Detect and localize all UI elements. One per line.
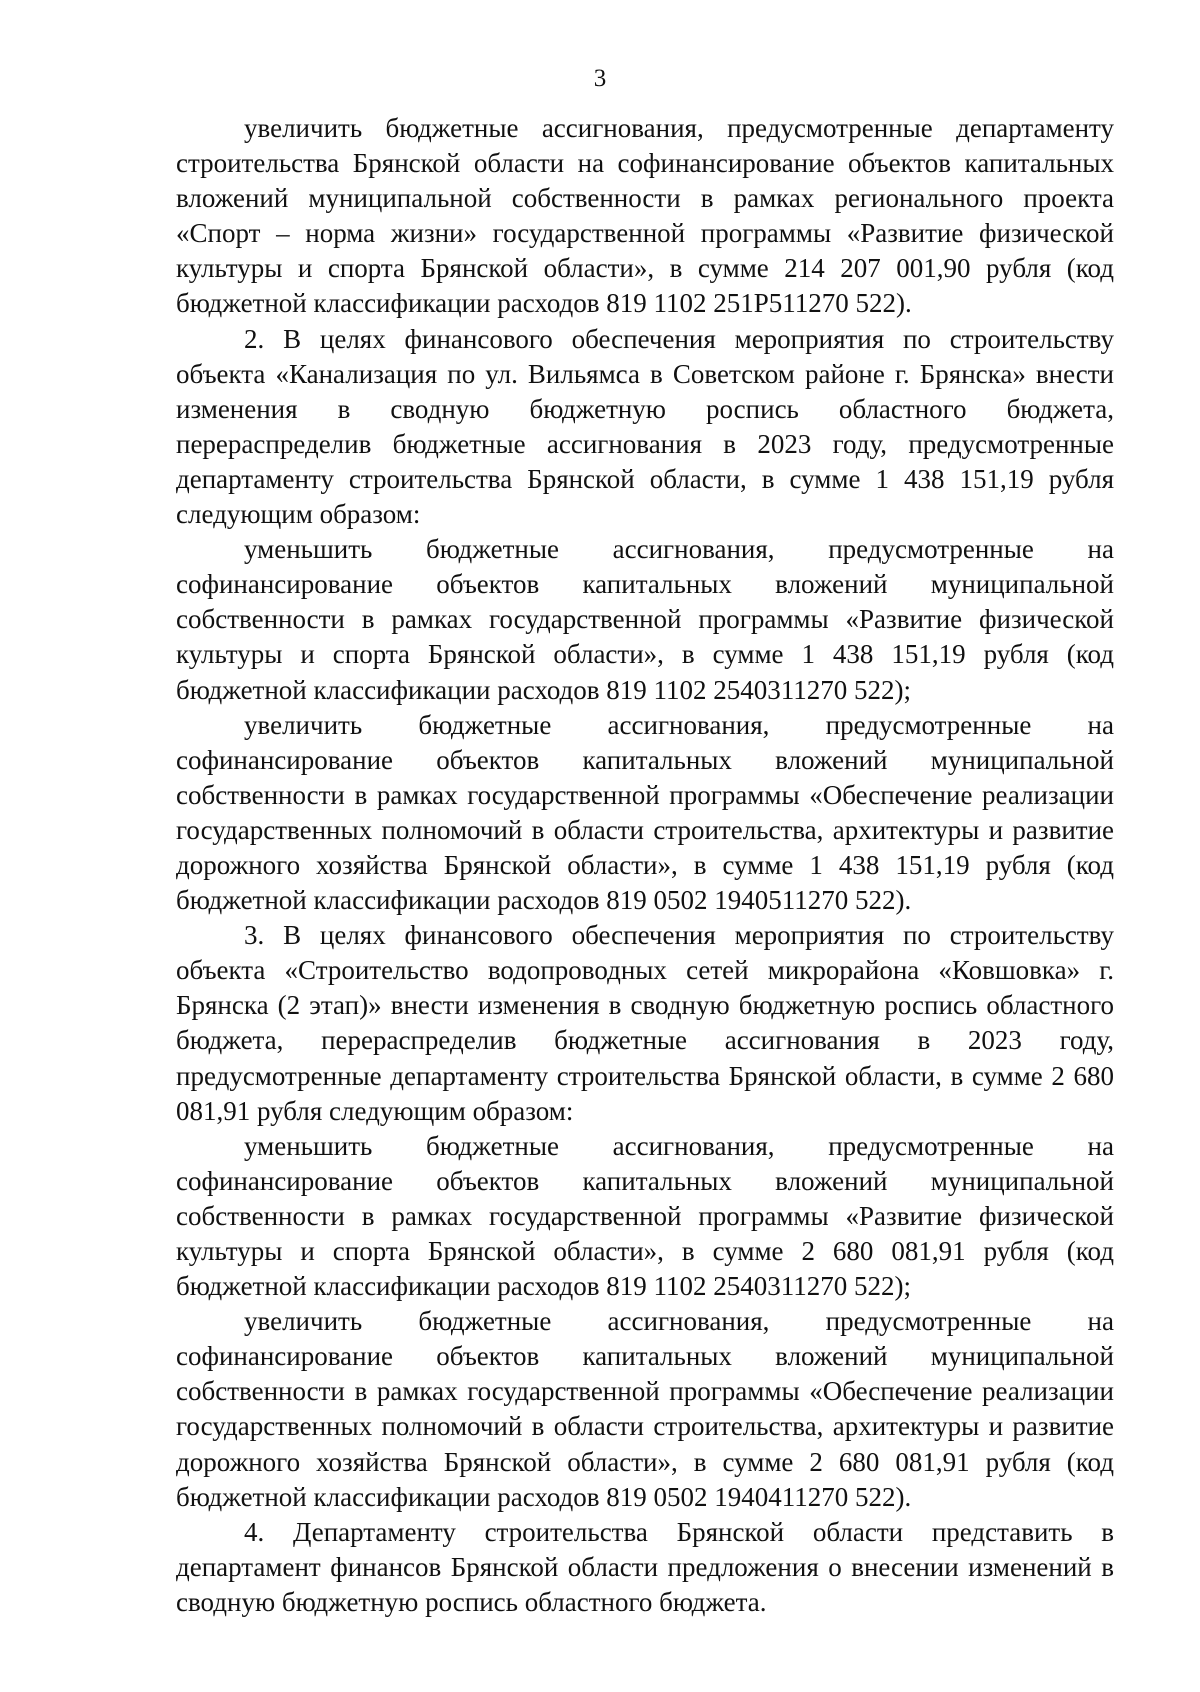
- paragraph-item-3-water-supply: 3. В целях финансового обеспечения мероприятия по строительству объекта «Строительство водопроводных сетей микрорайона «Ковшовка» г. Брянска (2 этап)» внести изменения в сводную бюджетную роспись областного бюджета, перераспределив бюджетные ассигнования в 2023 году, предусмотренные департаменту строительства Брянской области, в сумме 2 680 081,91 рубля следующим образом:: [176, 920, 1114, 1126]
- document-body: [176, 111, 1114, 1620]
- paragraph-increase-allocation-1: увеличить бюджетные ассигнования, предусмотренные на софинансирование объектов капитальных вложений муниципальной собственности в рамках государственной программы «Обеспечение реализации государственных полномочий в области строительства, архитектуры и развитие дорожного хозяйства Брянской области», в сумме 1 438 151,19 рубля (код бюджетной классификации расходов 819 0502 1940511270 522).: [176, 709, 1114, 916]
- paragraph-decrease-allocation-1: уменьшить бюджетные ассигнования, предусмотренные на софинансирование объектов капитальных вложений муниципальной собственности в рамках государственной программы «Развитие физической культуры и спорта Брянской области», в сумме 1 438 151,19 рубля (код бюджетной классификации расходов 819 1102 2540311270 522);: [176, 534, 1114, 705]
- paragraph-increase-allocation-2: увеличить бюджетные ассигнования, предусмотренные на софинансирование объектов капитальных вложений муниципальной собственности в рамках государственной программы «Обеспечение реализации государственных полномочий в области строительства, архитектуры и развитие дорожного хозяйства Брянской области», в сумме 2 680 081,91 рубля (код бюджетной классификации расходов 819 0502 1940411270 522).: [176, 1306, 1114, 1512]
- paragraph-item-2-sewerage: 2. В целях финансового обеспечения мероприятия по строительству объекта «Канализация по ул. Вильямса в Советском районе г. Брянска» внести изменения в сводную бюджетную роспись областного бюджета, перераспределив бюджетные ассигнования в 2023 году, предусмотренные департаменту строительства Брянской области, в сумме 1 438 151,19 рубля следующим образом:: [176, 323, 1114, 530]
- paragraph-increase-sport-allocation: увеличить бюджетные ассигнования, предусмотренные департаменту строительства Брянской области на софинансирование объектов капитальных вложений муниципальной собственности в рамках регионального проекта «Спорт – норма жизни» государственной программы «Развитие физической культуры и спорта Брянской области», в сумме 214 207 001,90 рубля (код бюджетной классификации расходов 819 1102 251P511270 522).: [176, 113, 1114, 319]
- paragraph-decrease-allocation-2: уменьшить бюджетные ассигнования, предусмотренные на софинансирование объектов капитальных вложений муниципальной собственности в рамках государственной программы «Развитие физической культуры и спорта Брянской области», в сумме 2 680 081,91 рубля (код бюджетной классификации расходов 819 1102 2540311270 522);: [176, 1130, 1114, 1302]
- page-number: 3: [593, 65, 607, 92]
- paragraph-item-4-proposals: 4. Департаменту строительства Брянской области представить в департамент финансов Брянской области предложения о внесении изменений в сводную бюджетную роспись областного бюджета.: [176, 1516, 1114, 1617]
